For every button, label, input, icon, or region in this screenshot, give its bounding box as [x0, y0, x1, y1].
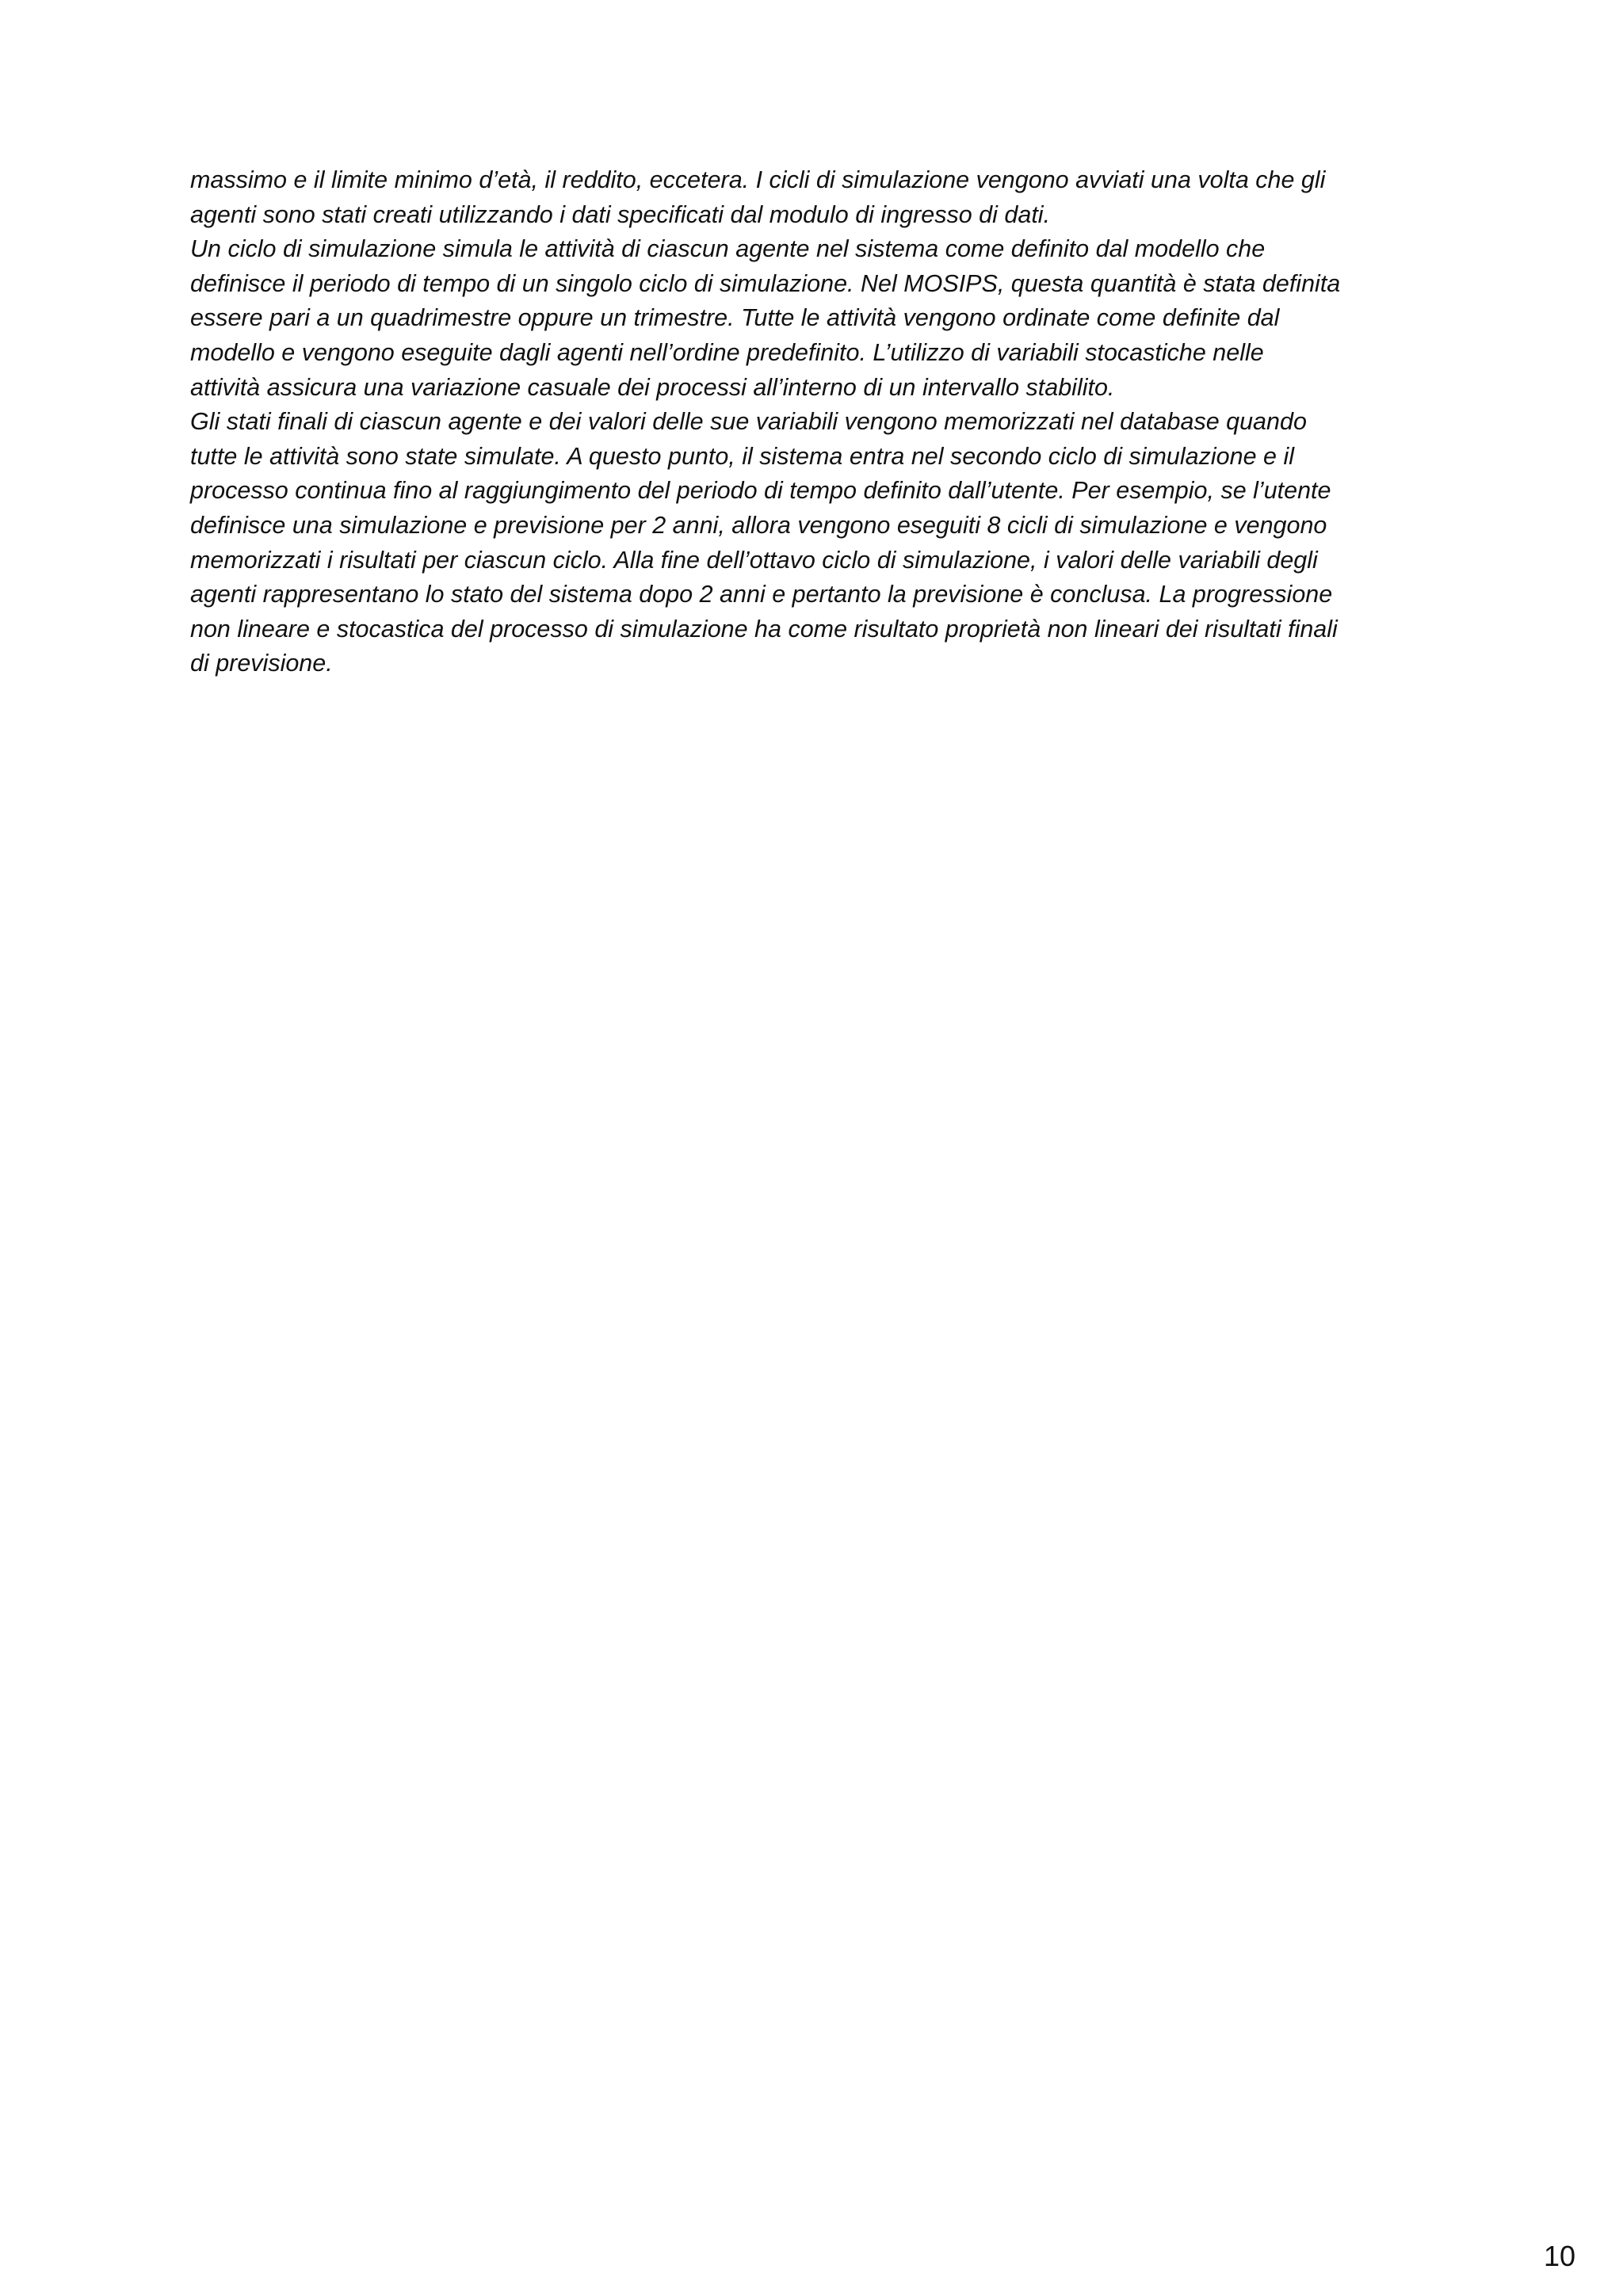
text-line: definisce una simulazione e previsione per 2 anni, allora vengono eseguiti 8 cicli di simulazione e vengono	[190, 511, 1327, 539]
text-line: modello e vengono eseguite dagli agenti nell’ordine predefinito. L’utilizzo di variabili stocastiche nelle	[190, 338, 1264, 366]
paragraph-1	[190, 163, 1458, 232]
text-line: attività assicura una variazione casuale dei processi all’interno di un intervallo stabilito.	[190, 373, 1115, 401]
text-line: non lineare e stocastica del processo di simulazione ha come risultato proprietà non lineari dei risultati finali	[190, 615, 1338, 643]
text-line: di previsione.	[190, 650, 333, 677]
text-line: Un ciclo di simulazione simula le attività di ciascun agente nel sistema come definito dal modello che	[190, 235, 1266, 263]
text-line: definisce il periodo di tempo di un singolo ciclo di simulazione. Nel MOSIPS, questa quantità è stata definita	[190, 269, 1341, 297]
paragraph-2	[190, 232, 1458, 405]
paragraph-3	[190, 405, 1458, 681]
text-line: Gli stati finali di ciascun agente e dei valori delle sue variabili vengono memorizzati nel database quando	[190, 408, 1307, 436]
text-line: processo continua fino al raggiungimento del periodo di tempo definito dall’utente. Per esempio, se l’utente	[190, 477, 1331, 505]
text-line: agenti rappresentano lo stato del sistema dopo 2 anni e pertanto la previsione è conclusa. La progressione	[190, 581, 1333, 608]
text-line: memorizzati i risultati per ciascun ciclo. Alla fine dell’ottavo ciclo di simulazione, i valori delle variabili degli	[190, 546, 1318, 574]
text-line: essere pari a un quadrimestre oppure un trimestre. Tutte le attività vengono ordinate come definite dal	[190, 304, 1280, 332]
text-line: massimo e il limite minimo d’età, il reddito, eccetera. I cicli di simulazione vengono avviati una volta che gli	[190, 166, 1326, 193]
body-text	[190, 163, 1458, 681]
page-number: 10	[1543, 2240, 1575, 2272]
text-line: agenti sono stati creati utilizzando i dati specificati dal modulo di ingresso di dati.	[190, 200, 1051, 228]
text-line: tutte le attività sono state simulate. A questo punto, il sistema entra nel secondo ciclo di simulazione e il	[190, 442, 1295, 470]
